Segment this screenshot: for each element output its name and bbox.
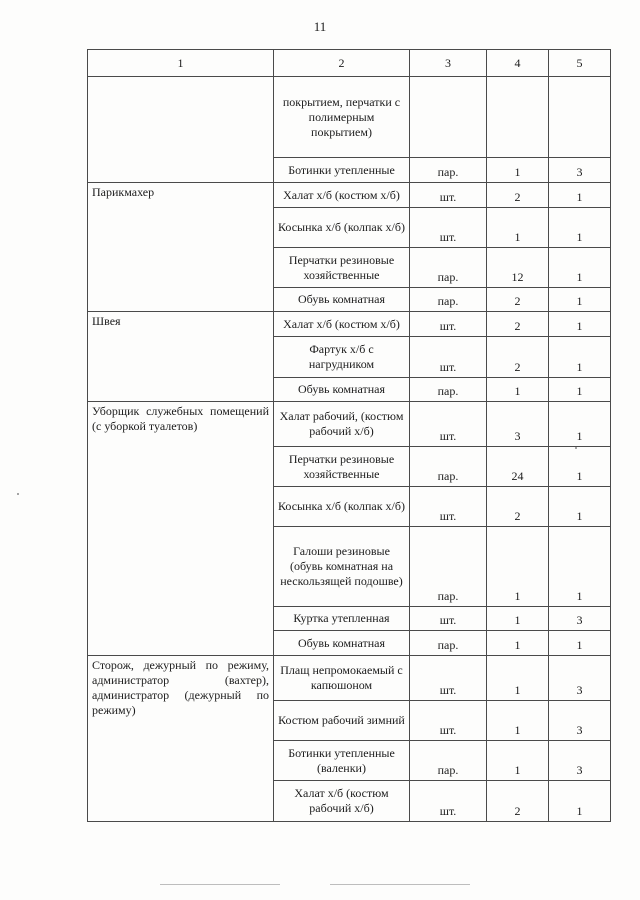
table-row xyxy=(88,183,611,208)
table-body xyxy=(88,77,611,822)
column-number: 3 xyxy=(410,50,487,77)
wear-term-cell xyxy=(549,77,611,158)
scan-speck xyxy=(17,493,19,495)
unit-cell: шт. xyxy=(410,183,487,208)
item-name-cell: Перчатки резиновые хозяйственные xyxy=(274,248,410,288)
scan-edge-mark xyxy=(160,884,280,885)
profession-cell xyxy=(88,77,274,183)
quantity-cell: 2 xyxy=(487,312,549,337)
wear-term-cell: 1 xyxy=(549,527,611,607)
unit-cell xyxy=(410,77,487,158)
unit-cell: шт. xyxy=(410,312,487,337)
unit-cell: шт. xyxy=(410,337,487,378)
column-number: 2 xyxy=(274,50,410,77)
quantity-cell: 1 xyxy=(487,208,549,248)
item-name-cell: Ботинки утепленные (валенки) xyxy=(274,741,410,781)
column-number-row xyxy=(88,50,611,77)
profession-cell: Уборщик служебных помещений (с уборкой туалетов) xyxy=(88,402,274,656)
item-name-cell: Косынка х/б (колпак х/б) xyxy=(274,208,410,248)
quantity-cell xyxy=(487,77,549,158)
unit-cell: шт. xyxy=(410,607,487,631)
table-row xyxy=(88,312,611,337)
profession-cell: Парикмахер xyxy=(88,183,274,312)
unit-cell: пар. xyxy=(410,248,487,288)
clothing-norms-table xyxy=(87,49,611,822)
quantity-cell: 2 xyxy=(487,183,549,208)
quantity-cell: 1 xyxy=(487,656,549,701)
table-row xyxy=(88,656,611,701)
unit-cell: пар. xyxy=(410,741,487,781)
scan-speck xyxy=(575,447,577,449)
table-row xyxy=(88,402,611,447)
item-name-cell: Перчатки резиновые хозяйственные xyxy=(274,447,410,487)
quantity-cell: 2 xyxy=(487,288,549,312)
quantity-cell: 1 xyxy=(487,158,549,183)
wear-term-cell: 3 xyxy=(549,607,611,631)
quantity-cell: 3 xyxy=(487,402,549,447)
wear-term-cell: 1 xyxy=(549,208,611,248)
quantity-cell: 24 xyxy=(487,447,549,487)
item-name-cell: Обувь комнатная xyxy=(274,288,410,312)
unit-cell: шт. xyxy=(410,208,487,248)
column-number: 4 xyxy=(487,50,549,77)
wear-term-cell: 1 xyxy=(549,288,611,312)
unit-cell: пар. xyxy=(410,158,487,183)
column-number: 1 xyxy=(88,50,274,77)
scan-edge-mark xyxy=(330,884,470,885)
unit-cell: пар. xyxy=(410,631,487,656)
item-name-cell: Галоши резиновые (обувь комнатная на нескользящей подошве) xyxy=(274,527,410,607)
wear-term-cell: 1 xyxy=(549,183,611,208)
wear-term-cell: 1 xyxy=(549,248,611,288)
quantity-cell: 1 xyxy=(487,631,549,656)
unit-cell: шт. xyxy=(410,656,487,701)
wear-term-cell: 3 xyxy=(549,701,611,741)
page-number: 11 xyxy=(313,19,327,34)
unit-cell: пар. xyxy=(410,288,487,312)
wear-term-cell: 3 xyxy=(549,741,611,781)
wear-term-cell: 1 xyxy=(549,312,611,337)
wear-term-cell: 3 xyxy=(549,656,611,701)
quantity-cell: 2 xyxy=(487,487,549,527)
quantity-cell: 12 xyxy=(487,248,549,288)
item-name-cell: Халат х/б (костюм х/б) xyxy=(274,183,410,208)
unit-cell: шт. xyxy=(410,701,487,741)
item-name-cell: Куртка утепленная xyxy=(274,607,410,631)
wear-term-cell: 1 xyxy=(549,487,611,527)
quantity-cell: 1 xyxy=(487,741,549,781)
unit-cell: пар. xyxy=(410,378,487,402)
wear-term-cell: 1 xyxy=(549,402,611,447)
item-name-cell: Фартук х/б с нагрудником xyxy=(274,337,410,378)
item-name-cell: Косынка х/б (колпак х/б) xyxy=(274,487,410,527)
unit-cell: шт. xyxy=(410,487,487,527)
item-name-cell: Костюм рабочий зимний xyxy=(274,701,410,741)
profession-cell: Швея xyxy=(88,312,274,402)
unit-cell: шт. xyxy=(410,402,487,447)
quantity-cell: 1 xyxy=(487,527,549,607)
quantity-cell: 2 xyxy=(487,781,549,822)
item-name-cell: Халат х/б (костюм х/б) xyxy=(274,312,410,337)
item-name-cell: Халат рабочий, (костюм рабочий х/б) xyxy=(274,402,410,447)
wear-term-cell: 1 xyxy=(549,781,611,822)
profession-cell: Сторож, дежурный по режиму, администратор (вахтер), администратор (дежурный по режиму) xyxy=(88,656,274,822)
column-number: 5 xyxy=(549,50,611,77)
quantity-cell: 1 xyxy=(487,378,549,402)
wear-term-cell: 1 xyxy=(549,447,611,487)
item-name-cell: Обувь комнатная xyxy=(274,631,410,656)
unit-cell: пар. xyxy=(410,447,487,487)
quantity-cell: 1 xyxy=(487,701,549,741)
item-name-cell: Халат х/б (костюм рабочий х/б) xyxy=(274,781,410,822)
unit-cell: шт. xyxy=(410,781,487,822)
wear-term-cell: 1 xyxy=(549,378,611,402)
wear-term-cell: 3 xyxy=(549,158,611,183)
wear-term-cell: 1 xyxy=(549,337,611,378)
table-row xyxy=(88,77,611,158)
quantity-cell: 1 xyxy=(487,607,549,631)
wear-term-cell: 1 xyxy=(549,631,611,656)
item-name-cell: Плащ непромокаемый с капюшоном xyxy=(274,656,410,701)
item-name-cell: Ботинки утепленные xyxy=(274,158,410,183)
unit-cell: пар. xyxy=(410,527,487,607)
item-name-cell: Обувь комнатная xyxy=(274,378,410,402)
item-name-cell: покрытием, перчатки с полимерным покрытием) xyxy=(274,77,410,158)
quantity-cell: 2 xyxy=(487,337,549,378)
